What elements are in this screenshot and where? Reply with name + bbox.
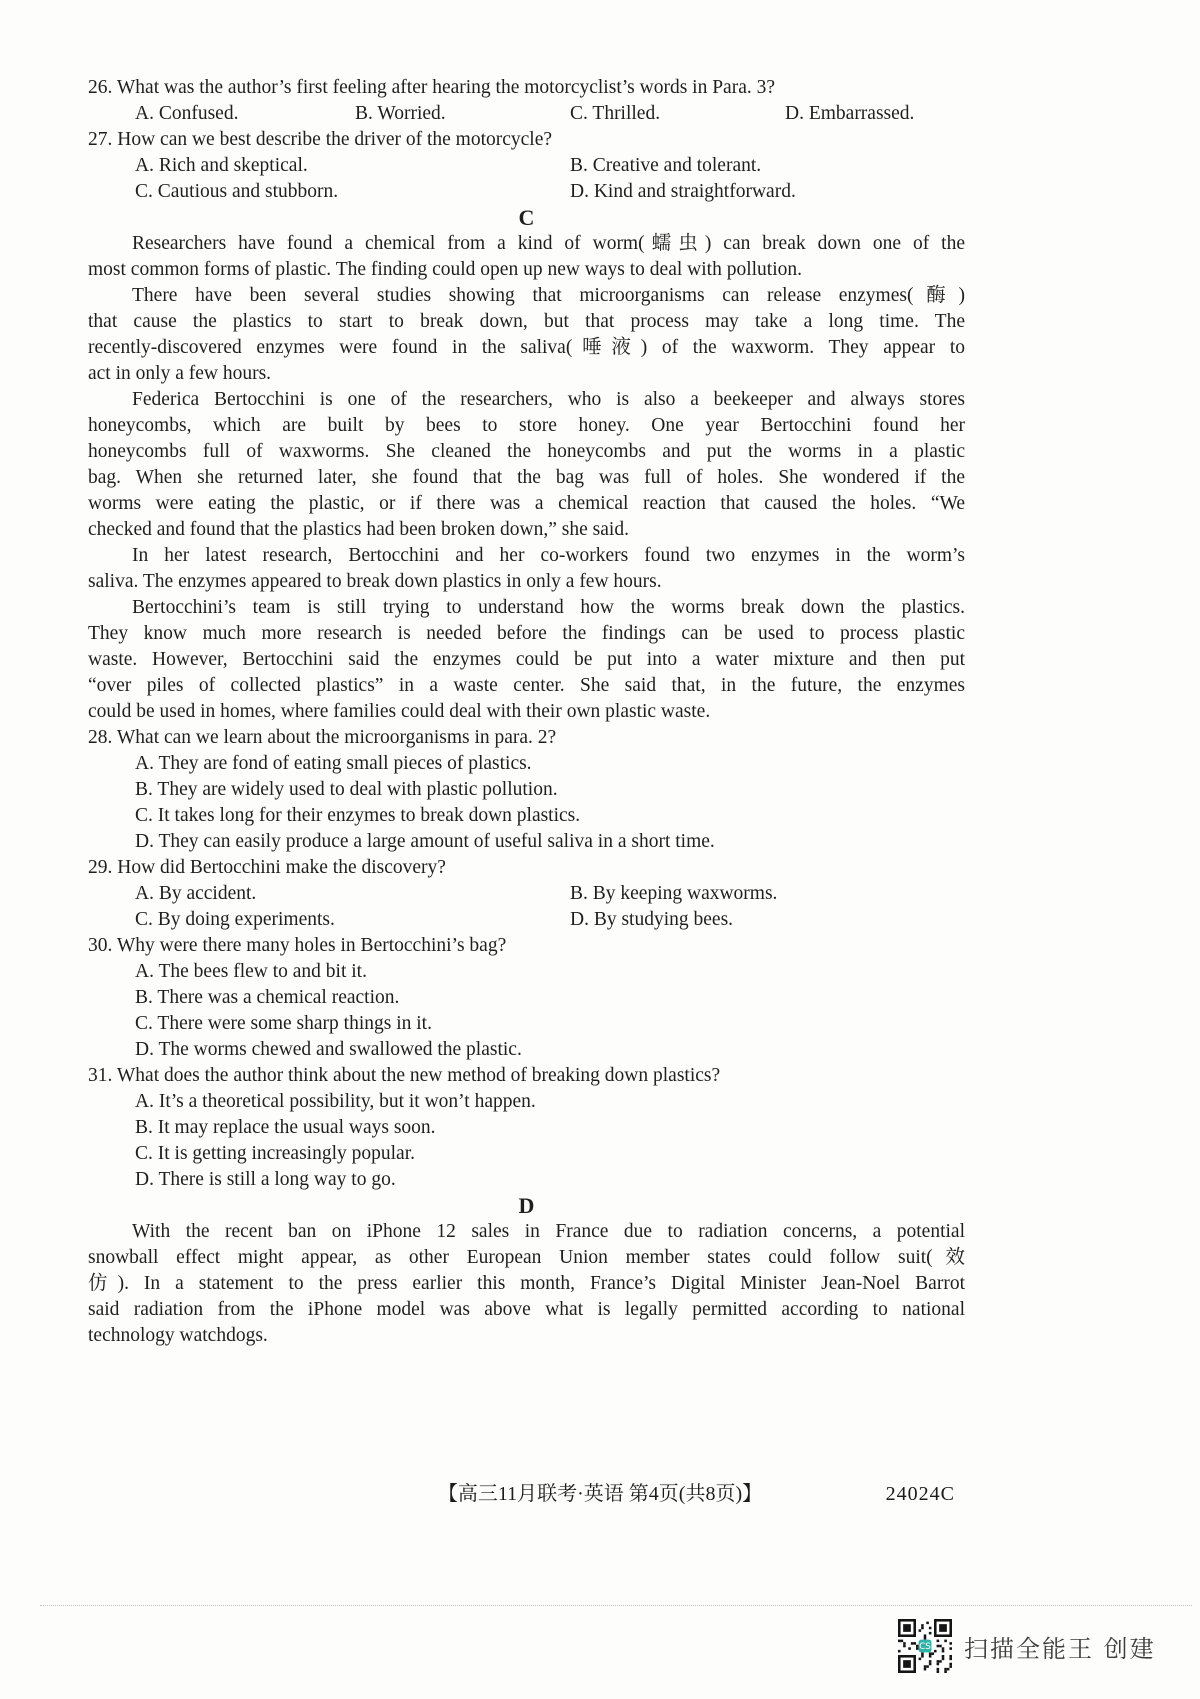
paragraph-line: Federica Bertocchini is one of the researchers, who is also a beekeeper and always stores: [132, 389, 965, 410]
options-row: [88, 907, 965, 933]
scanner-credit-label: 扫描全能王 创建: [964, 1634, 1156, 1663]
paragraph-line: They know much more research is needed before the findings can be used to process plastic: [88, 623, 965, 644]
option-line: A. The bees flew to and bit it.: [135, 961, 367, 982]
paragraph-line: checked and found that the plastics had been broken down,” she said.: [88, 519, 629, 540]
option-item: A. Confused.: [135, 103, 239, 124]
paragraph-line: snowball effect might appear, as other European Union member states could follow suit(效: [88, 1247, 965, 1268]
page-footer: [0, 1481, 1200, 1507]
scan-separator-line: [40, 1605, 1192, 1606]
paragraph-line: technology watchdogs.: [88, 1325, 268, 1346]
option-line: C. It takes long for their enzymes to break down plastics.: [135, 805, 581, 826]
option-line: B. There was a chemical reaction.: [135, 987, 400, 1008]
paragraph-line: honeycombs full of waxworms. She cleaned the honeycombs and put the worms in a plastic: [88, 441, 965, 462]
options-row: [88, 153, 965, 179]
option-item: C. Thrilled.: [570, 103, 661, 124]
paragraph-line: “over piles of collected plastics” in a waste center. She said that, in the future, the enzymes: [88, 675, 965, 696]
option-item: C. By doing experiments.: [135, 909, 335, 930]
paragraph-line: said radiation from the iPhone model was above what is legally permitted according to national: [88, 1299, 965, 1320]
footer-page-info: 【高三11月联考·英语 第4页(共8页)】: [437, 1483, 763, 1505]
option-line: B. They are widely used to deal with plastic pollution.: [135, 779, 558, 800]
question-line: 30. Why were there many holes in Bertocchini’s bag?: [88, 935, 507, 956]
scanner-watermark: [898, 1617, 1156, 1675]
paragraph-line: 仿). In a statement to the press earlier this month, France’s Digital Minister Jean-Noel Barrot: [88, 1273, 965, 1294]
paragraph-line: could be used in homes, where families could deal with their own plastic waste.: [88, 701, 711, 722]
paragraph-line: recently-discovered enzymes were found in the saliva(唾液) of the waxworm. They appear to: [88, 337, 965, 358]
options-row: [88, 881, 965, 907]
options-row: [88, 179, 965, 205]
question-line: 29. How did Bertocchini make the discovery?: [88, 857, 446, 878]
document-content: [88, 75, 965, 1349]
qr-code-icon: [898, 1617, 952, 1675]
footer-paper-code: 24024C: [885, 1483, 955, 1505]
svg-text:CS: CS: [919, 1642, 931, 1653]
paragraph-line: There have been several studies showing that microorganisms can release enzymes(酶): [132, 285, 965, 306]
option-line: D. There is still a long way to go.: [135, 1169, 396, 1190]
option-line: A. They are fond of eating small pieces of plastics.: [135, 753, 532, 774]
question-line: 28. What can we learn about the microorganisms in para. 2?: [88, 727, 557, 748]
option-item: B. Worried.: [355, 103, 446, 124]
paragraph-line: Researchers have found a chemical from a kind of worm(蠕虫) can break down one of the: [132, 233, 965, 254]
paragraph-line: waste. However, Bertocchini said the enzymes could be put into a water mixture and then put: [88, 649, 965, 670]
option-item: A. Rich and skeptical.: [135, 155, 308, 176]
option-item: B. Creative and tolerant.: [570, 155, 762, 176]
paragraph-line: worms were eating the plastic, or if there was a chemical reaction that caused the holes. “We: [88, 493, 965, 514]
option-line: B. It may replace the usual ways soon.: [135, 1117, 436, 1138]
question-line: 31. What does the author think about the new method of breaking down plastics?: [88, 1065, 721, 1086]
paragraph-line: most common forms of plastic. The finding could open up new ways to deal with pollution.: [88, 259, 802, 280]
option-line: D. The worms chewed and swallowed the plastic.: [135, 1039, 522, 1060]
option-item: D. By studying bees.: [570, 909, 734, 930]
option-item: A. By accident.: [135, 883, 257, 904]
option-line: A. It’s a theoretical possibility, but it won’t happen.: [135, 1091, 536, 1112]
paragraph-line: Bertocchini’s team is still trying to understand how the worms break down the plastics.: [132, 597, 965, 618]
paragraph-line: honeycombs, which are built by bees to store honey. One year Bertocchini found her: [88, 415, 965, 436]
paragraph-line: saliva. The enzymes appeared to break down plastics in only a few hours.: [88, 571, 662, 592]
option-item: D. Embarrassed.: [785, 103, 915, 124]
paragraph-line: act in only a few hours.: [88, 363, 272, 384]
section-heading: D: [518, 1193, 535, 1218]
question-line: 26. What was the author’s first feeling after hearing the motorcyclist’s words in Para. 3?: [88, 77, 776, 98]
option-line: C. It is getting increasingly popular.: [135, 1143, 415, 1164]
paragraph-line: With the recent ban on iPhone 12 sales in France due to radiation concerns, a potential: [132, 1221, 965, 1242]
option-item: C. Cautious and stubborn.: [135, 181, 339, 202]
paragraph-line: that cause the plastics to start to break down, but that process may take a long time. The: [88, 311, 965, 332]
option-line: D. They can easily produce a large amount of useful saliva in a short time.: [135, 831, 715, 852]
section-heading: C: [518, 205, 535, 230]
paragraph-line: bag. When she returned later, she found that the bag was full of holes. She wondered if the: [88, 467, 965, 488]
option-line: C. There were some sharp things in it.: [135, 1013, 432, 1034]
options-row: [88, 101, 965, 127]
paragraph-line: In her latest research, Bertocchini and her co-workers found two enzymes in the worm’s: [132, 545, 965, 566]
option-item: B. By keeping waxworms.: [570, 883, 778, 904]
question-line: 27. How can we best describe the driver of the motorcycle?: [88, 129, 553, 150]
option-item: D. Kind and straightforward.: [570, 181, 796, 202]
